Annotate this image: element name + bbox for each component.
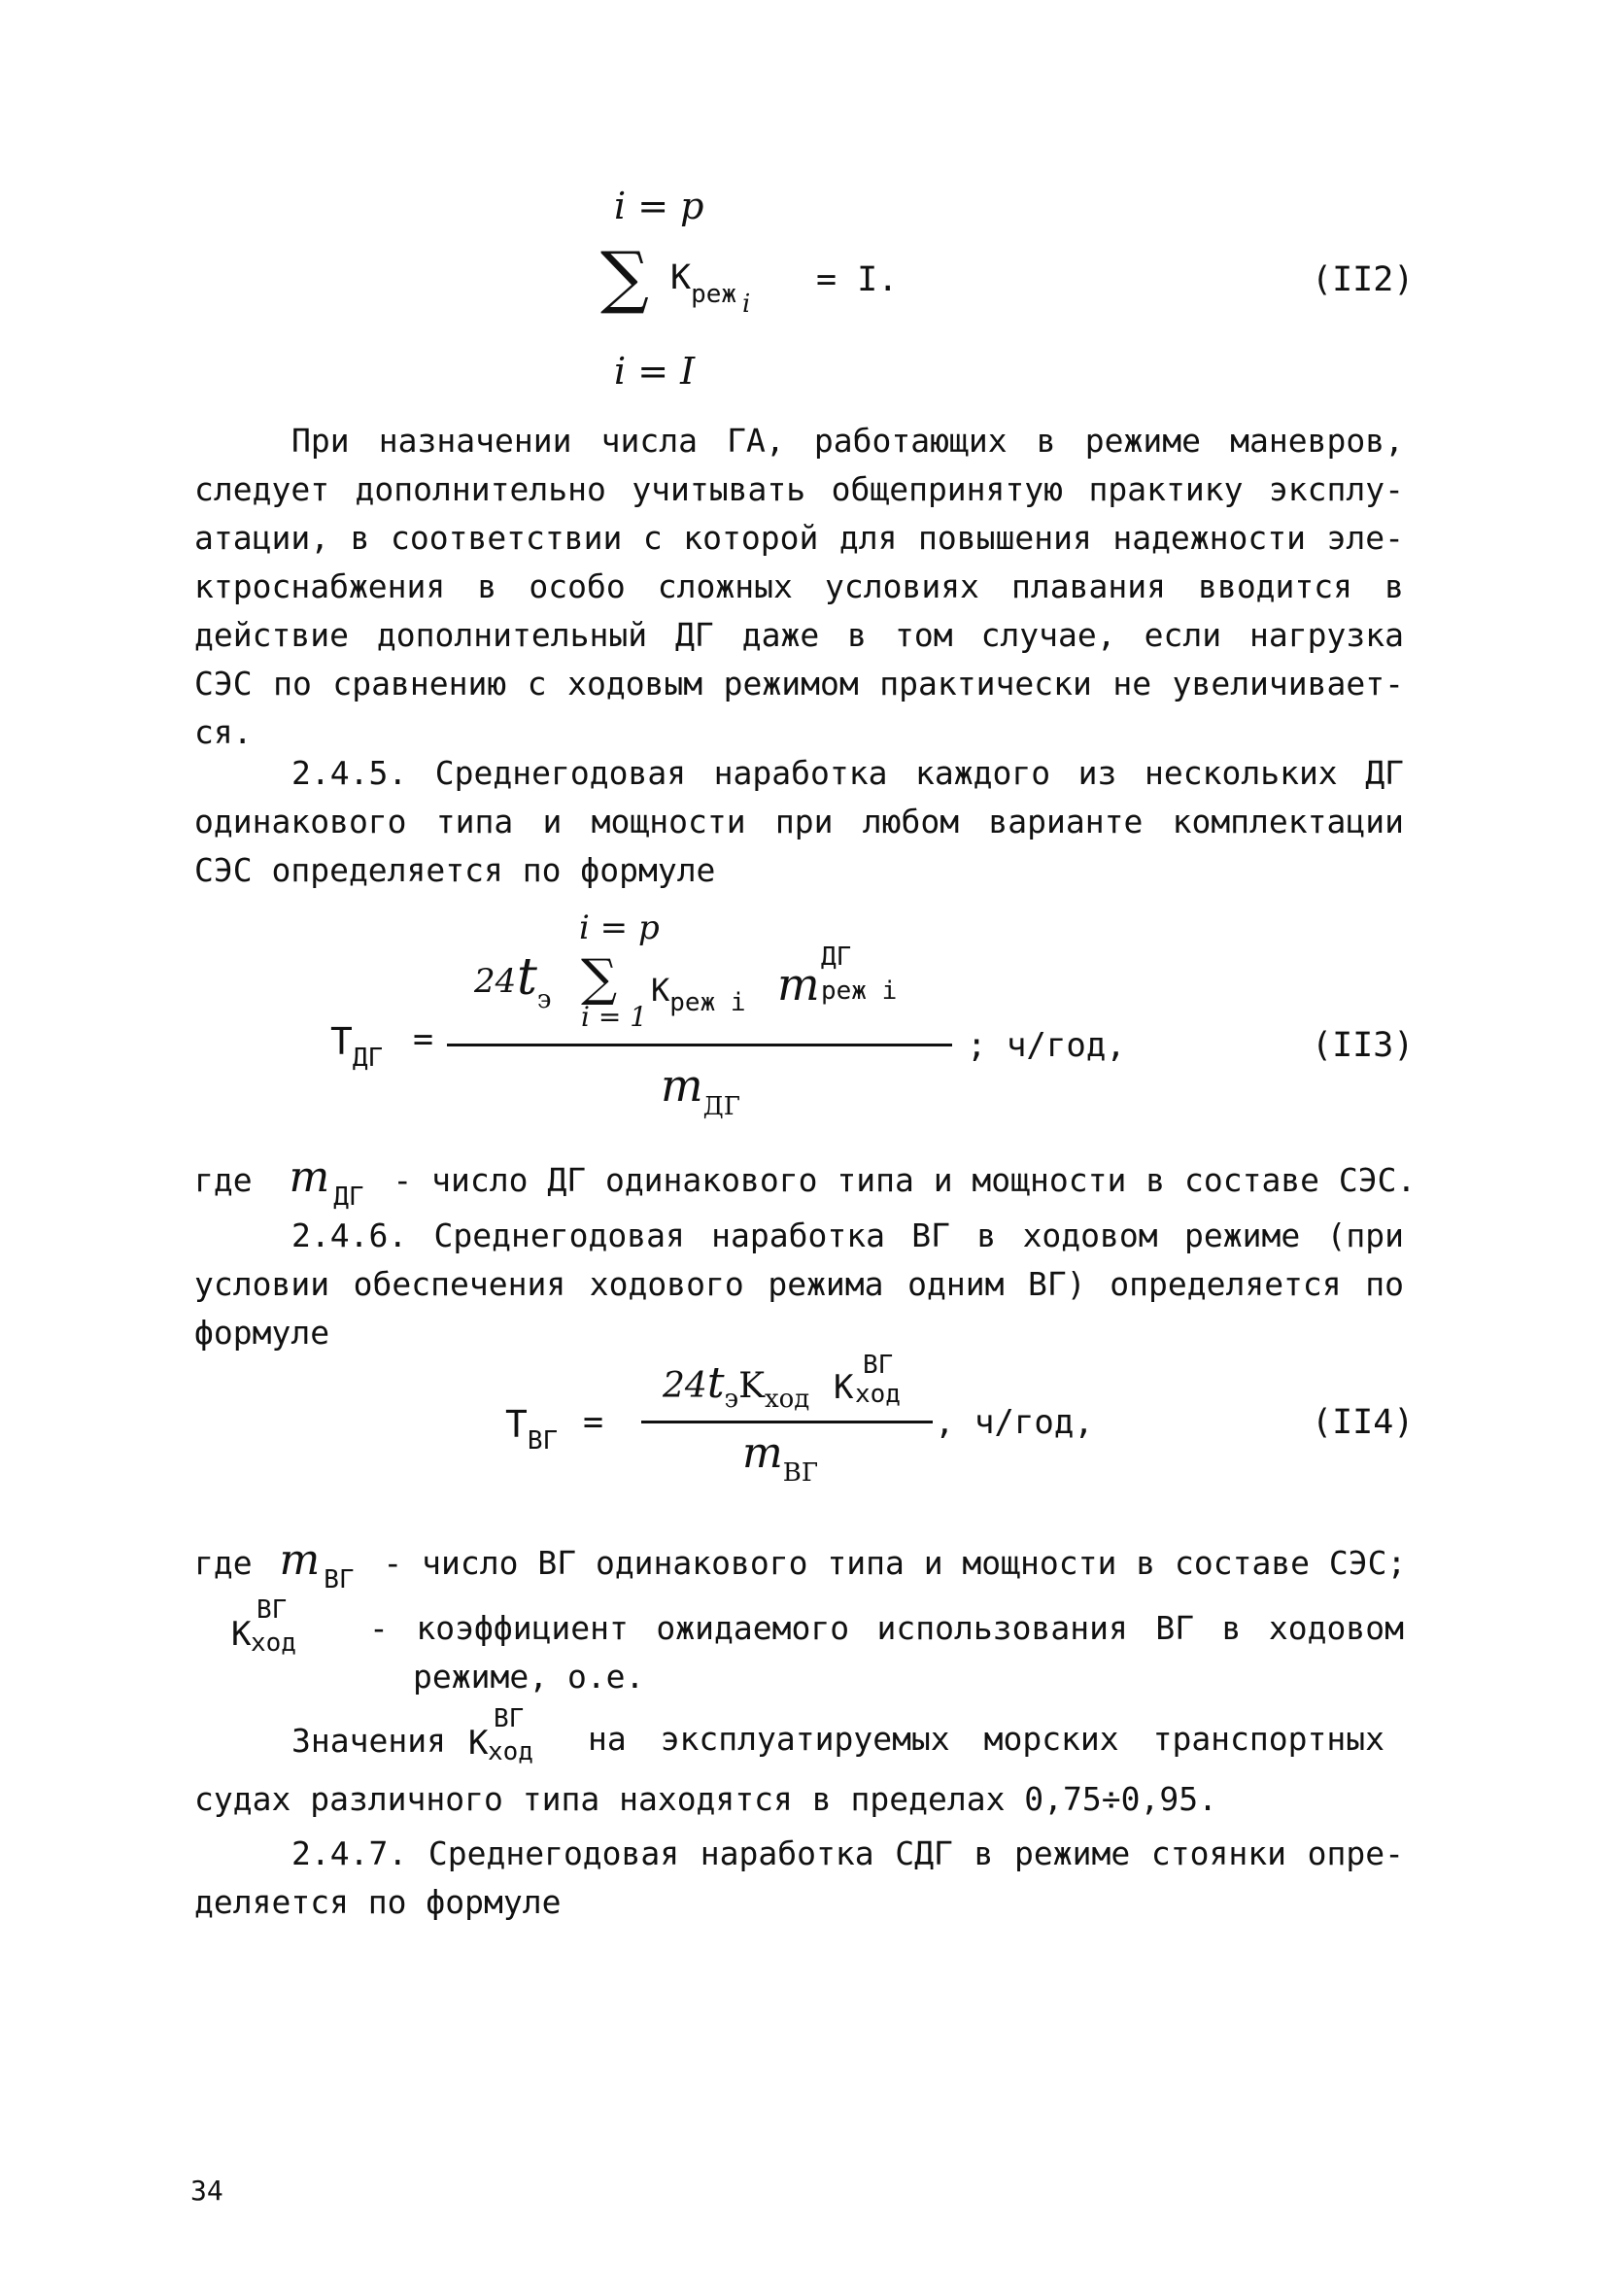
- k-subscript: ход: [855, 1380, 901, 1409]
- where-text: - число ВГ одинакового типа и мощности в составе СЭС;: [383, 1544, 1407, 1582]
- text-line: формуле: [194, 1314, 330, 1352]
- k-vg-hod: K: [834, 1368, 854, 1407]
- equation-number: (II4): [1312, 1403, 1415, 1442]
- fraction-bar: [447, 1044, 952, 1046]
- m-symbol: m: [777, 958, 820, 1011]
- t-symbol: t: [706, 1358, 725, 1408]
- m-subscript: ДГ: [333, 1182, 364, 1212]
- sum-symbol: ∑: [600, 237, 649, 317]
- equation-rhs: = I.: [816, 260, 899, 299]
- m-rezh: [777, 958, 820, 1011]
- m-symbol: m: [742, 1428, 783, 1478]
- text-line: 2.4.6. Среднегодовая наработка ВГ в ходовом режиме (при: [291, 1217, 1404, 1254]
- m-symbol: m: [289, 1152, 330, 1202]
- where-label: где: [194, 1544, 253, 1582]
- numerator: [663, 1358, 810, 1414]
- text-line: режиме, о.е.: [413, 1658, 645, 1696]
- where-m-vg: [194, 1535, 1407, 1594]
- units: ; ч/год,: [967, 1026, 1126, 1065]
- k-symbol: K: [468, 1724, 489, 1763]
- lhs-t-dg: [330, 1020, 384, 1073]
- t-symbol: T: [330, 1020, 353, 1063]
- sum-lower-limit: i = I: [614, 350, 696, 393]
- equals-sign: =: [583, 1403, 604, 1442]
- text-line: - коэффициент ожидаемого использования ВГ в ходовом: [369, 1609, 1404, 1647]
- text-line: атации, в соответствии с которой для повышения надежности эле-: [194, 519, 1404, 557]
- text-line: 2.4.7. Среднегодовая наработка СДГ в режиме стоянки опре-: [291, 1834, 1404, 1872]
- k-superscript: ВГ: [256, 1595, 288, 1625]
- k-subscript: ход: [764, 1385, 810, 1414]
- text-line: на эксплуатируемых морских транспортных: [588, 1720, 1384, 1758]
- lhs-t-vg: [505, 1403, 559, 1456]
- k-subscript: ход: [251, 1628, 296, 1658]
- k-subscript: реж: [691, 280, 737, 309]
- m-subscript: ВГ: [324, 1565, 355, 1594]
- m-vg-denominator: [742, 1428, 819, 1488]
- where-m-dg: [194, 1152, 1417, 1212]
- m-subscript: ДГ: [702, 1092, 740, 1121]
- coefficient-24: 24: [474, 962, 517, 1001]
- text-line: действие дополнительный ДГ даже в том случае, если нагрузка: [194, 616, 1404, 654]
- equals-sign: =: [413, 1020, 434, 1059]
- k-rezh-term: [670, 258, 751, 319]
- k-symbol: K: [670, 258, 692, 297]
- page-number: 34: [190, 2175, 223, 2207]
- equation-number: (II2): [1312, 260, 1415, 299]
- text-line: одинакового типа и мощности при любом варианте комплектации: [194, 803, 1404, 840]
- m-symbol: m: [279, 1535, 321, 1585]
- text-line: ктроснабжения в особо сложных условиях плавания вводится в: [194, 567, 1404, 605]
- k-symbol: K: [651, 972, 670, 1009]
- sum-symbol: ∑: [581, 949, 618, 1008]
- m-superscript: ДГ: [821, 942, 852, 972]
- text-line: СЭС определяется по формуле: [194, 851, 716, 889]
- values-start: Значения: [291, 1722, 446, 1760]
- m-dg-denominator: [661, 1059, 740, 1121]
- units: , ч/год,: [935, 1403, 1094, 1442]
- k-subscript: реж i: [669, 988, 746, 1017]
- t-subscript: э: [724, 1385, 739, 1414]
- k-symbol: K: [231, 1615, 252, 1654]
- sum-upper-limit: i = p: [579, 908, 660, 947]
- where-label: где: [194, 1161, 253, 1199]
- k-superscript: ВГ: [863, 1351, 894, 1380]
- k-subscript: ход: [488, 1737, 533, 1766]
- m-subscript: реж i: [821, 977, 898, 1006]
- m-subscript: ВГ: [782, 1458, 819, 1488]
- text-line: ся.: [194, 713, 253, 751]
- text-line: деляется по формуле: [194, 1883, 562, 1921]
- k-subscript-index: i: [742, 290, 751, 319]
- k-symbol: K: [738, 1366, 765, 1406]
- text-line: условии обеспечения ходового режима одним ВГ) определяется по: [194, 1265, 1404, 1303]
- k-superscript: ВГ: [494, 1704, 525, 1733]
- t-subscript: ВГ: [527, 1426, 559, 1456]
- text-line: СЭС по сравнению с ходовым режимом практически не увеличивает-: [194, 665, 1404, 703]
- equation-number: (II3): [1312, 1026, 1415, 1065]
- t-symbol: t: [517, 948, 537, 1007]
- text-line: 2.4.5. Среднегодовая наработка каждого из нескольких ДГ: [291, 754, 1404, 792]
- where-text: - число ДГ одинакового типа и мощности в составе СЭС.: [393, 1161, 1417, 1199]
- t-e: [517, 948, 552, 1014]
- fraction-bar: [641, 1421, 933, 1423]
- k-rezh: [651, 972, 746, 1017]
- text-line: При назначении числа ГА, работающих в режиме маневров,: [291, 422, 1404, 460]
- t-symbol: T: [505, 1403, 528, 1446]
- coefficient-24: 24: [663, 1366, 707, 1406]
- t-subscript: э: [536, 985, 552, 1014]
- text-line: судах различного типа находятся в пределах 0,75÷0,95.: [194, 1780, 1217, 1818]
- text-line: следует дополнительно учитывать общепринятую практику эксплу-: [194, 470, 1404, 508]
- m-symbol: m: [661, 1059, 703, 1112]
- sum-upper-limit: i = p: [614, 185, 704, 227]
- t-subscript: ДГ: [352, 1044, 384, 1073]
- sum-lower-limit: i = 1: [581, 1001, 648, 1033]
